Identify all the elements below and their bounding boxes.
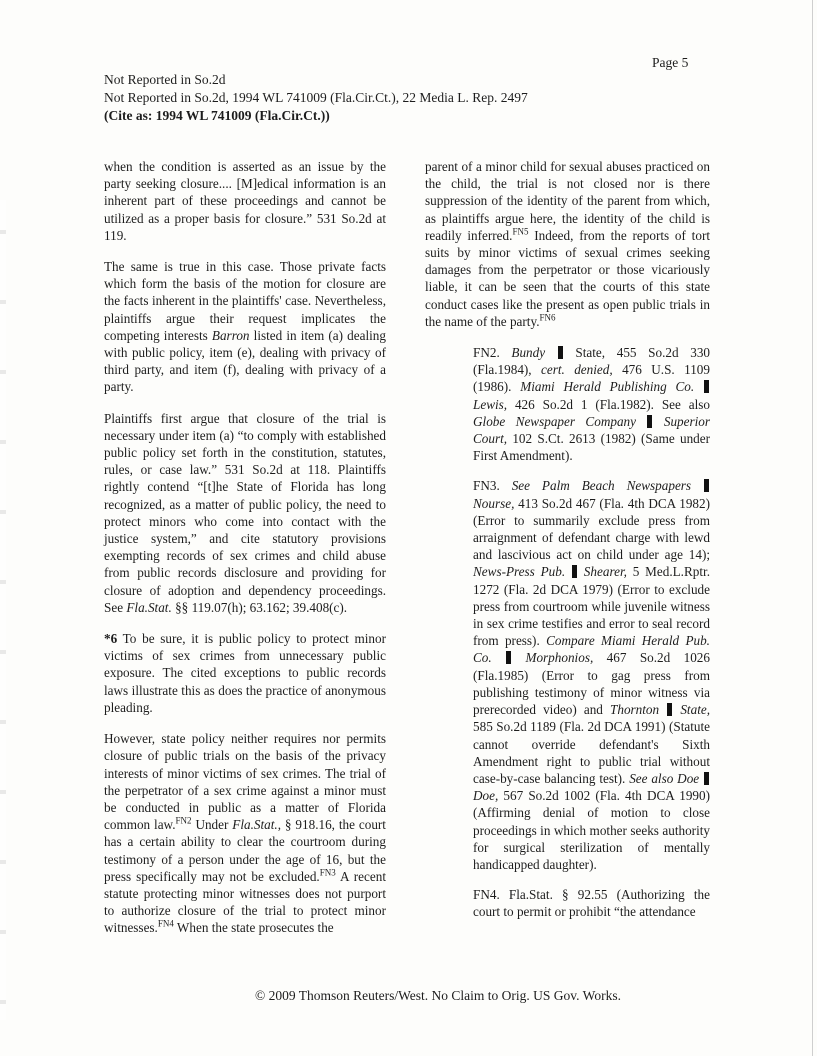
star-page-marker: *6 [104,631,118,647]
header-line-1: Not Reported in So.2d [104,72,226,87]
header-cite: (Cite as: 1994 WL 741009 (Fla.Cir.Ct.)) [104,108,330,123]
text: , § 918.16, the court has a certain ability to clear the courtroom during testimony of a person under the age of 16, but the press specifically may not be excluded. [104,817,386,884]
case-name: Lewis, [473,396,508,412]
text: State, 455 So.2d 330 (Fla.1984), [473,345,711,378]
text: 476 U.S. 1109 (1986). [473,362,710,395]
case-name: State, [673,702,711,718]
footnote-fn2 [473,344,710,464]
text: 426 So.2d 1 (Fla.1982). See also [507,396,710,412]
fn-label: FN2. [473,345,512,361]
case-name: Compare Miami Herald Pub. Co. [473,633,710,666]
copyright-footer: © 2009 Thomson Reuters/West. No Claim to Orig. US Gov. Works. [255,988,621,1003]
text: The same is true in this case. Those private facts which form the basis of the motion for closure are the facts inherent in the plaintiffs' case. Nevertheless, plaintiffs argue their request implicates the competing interests [104,259,386,343]
case-history: cert. denied, [541,362,613,378]
case-name: Nourse, [473,495,515,511]
versus-marker [572,565,577,578]
footnote-ref-fn5[interactable]: FN5 [512,226,529,237]
case-name: See Palm Beach Newspapers [511,478,692,494]
case-name: Barron [211,327,250,343]
text: However, state policy neither requires nor permits closure of public trials on the basis of the privacy interests of minor victims of sex crimes. The trial of the perpetrator of a sex crime against a minor must be conducted in public as a matter of Florida common law. [104,731,386,833]
footnote-fn4: FN4. Fla.Stat. § 92.55 (Authorizing the court to permit or prohibit “the attendance [473,887,710,920]
footnote-ref-fn3[interactable]: FN3 [319,867,336,878]
footnote-ref-fn4[interactable]: FN4 [157,918,174,929]
header-line-2: Not Reported in So.2d, 1994 WL 741009 (Fla.Cir.Ct.), 22 Media L. Rep. 2497 [104,90,528,105]
text: 567 So.2d 1002 (Fla. 4th DCA 1990) (Affirming denial of motion to close proceedings in which mother seeks authority for surgical sterilization of mentally handicapped daughter). [473,788,710,872]
text: 5 Med.L.Rptr. 1272 (Fla. 2d DCA 1979) (Error to exclude press from courtroom while juvenile witness in sex crime testifies and error to seal record from press). [473,564,710,649]
text: When the state prosecutes the [173,920,334,936]
versus-marker [704,772,709,785]
document-header [104,71,664,125]
case-name: Thornton [610,702,660,718]
scan-binding-marks [0,200,6,1020]
text: A recent statute protecting minor witnesses does not purport to authorize closure of the trial to protect minor witnesses. [104,868,387,936]
case-name: Miami Herald Publishing Co. [520,379,695,395]
text: To be sure, it is public policy to protect minor victims of sex crimes from unnecessary public exposure. The cited exceptions to public records laws illustrate this as does the practice of anonymous pleading. [104,631,386,715]
paragraph [104,258,386,396]
versus-marker [667,703,672,716]
text: 467 So.2d 1026 (Fla.1985) (Error to gag press from publishing testimony of minor witness via prerecorded video) and [473,650,710,718]
case-name: Bundy [511,345,546,361]
paragraph [104,730,386,936]
case-name: Morphonios, [525,650,594,666]
versus-marker [506,651,511,664]
text: 102 S.Ct. 2613 (1982) (Same under First Amendment). [473,431,710,464]
case-name: See also Doe [629,770,700,786]
paragraph [425,158,710,330]
text: Under [191,817,233,833]
case-name: Doe, [473,788,499,804]
right-column [425,158,710,934]
page-edge-line [812,0,813,1056]
text: 413 So.2d 467 (Fla. 4th DCA 1982) (Error to summarily exclude press from arraignment of defendant charge with lewd and lascivious act on child under age 14); [473,495,710,563]
fn-label: FN3. [473,478,512,494]
versus-marker [704,380,709,393]
footnote-fn3 [473,477,710,873]
statute-cite: Fla.Stat. [232,817,278,833]
case-name: Shearer, [577,564,627,580]
text: Indeed, from the reports of tort suits by minor victims of sexual crimes seeking damages from the perpetrator or those vicariously liable, it can be seen that the courts of this state conduct cases like the present as open public trials in the name of the party. [425,227,710,329]
paragraph [104,630,386,716]
case-name: Superior Court, [473,413,711,447]
versus-marker [558,346,563,359]
footnote-ref-fn2[interactable]: FN2 [175,815,192,826]
versus-marker [704,479,709,492]
text: Plaintiffs first argue that closure of the trial is necessary under item (a) “to comply with established public policy set forth in the constitution, statutes, rules, or case law.” 531 So.2d at 118. Plaintiffs rightly contend “[t]he State of Florida has long recognized, as a matter of public policy, the need to protect minors who come into contact with the justice system,” and cite statutory provisions exempting records of sex crimes and child abuse from public records disclosure and providing for closure of adoption and dependency proceedings. See [104,410,386,615]
versus-marker [647,415,652,428]
text: 585 So.2d 1189 (Fla. 2d DCA 1991) (Statute cannot override defendant's Sixth Amendment right to public trial without case-by-case balancing test). [473,719,710,786]
case-name: News-Press Pub. [473,564,566,580]
text: parent of a minor child for sexual abuses practiced on the child, the trial is not closed nor is there suppression of the identity of the parent from which, as plaintiffs argue here, the identity of the child is readily inferred. [425,159,710,243]
paragraph [104,410,386,616]
paragraph: when the condition is asserted as an issue by the party seeking closure.... [M]edical information is an inherent part of these proceedings and cannot be utilized as a proper basis for closure.” 531 So.2d at 119. [104,159,386,243]
page-number: Page 5 [652,55,689,70]
left-column [104,158,386,951]
case-name: Globe Newspaper Company [473,413,636,429]
text: listed in item (a) dealing with public policy, item (e), dealing with privacy of third party, and item (f), dealing with privacy of a party. [104,327,386,395]
footnote-ref-fn6[interactable]: FN6 [539,312,556,323]
text: §§ 119.07(h); 63.162; 39.408(c). [171,599,348,615]
statute-cite: Fla.Stat. [126,599,172,615]
